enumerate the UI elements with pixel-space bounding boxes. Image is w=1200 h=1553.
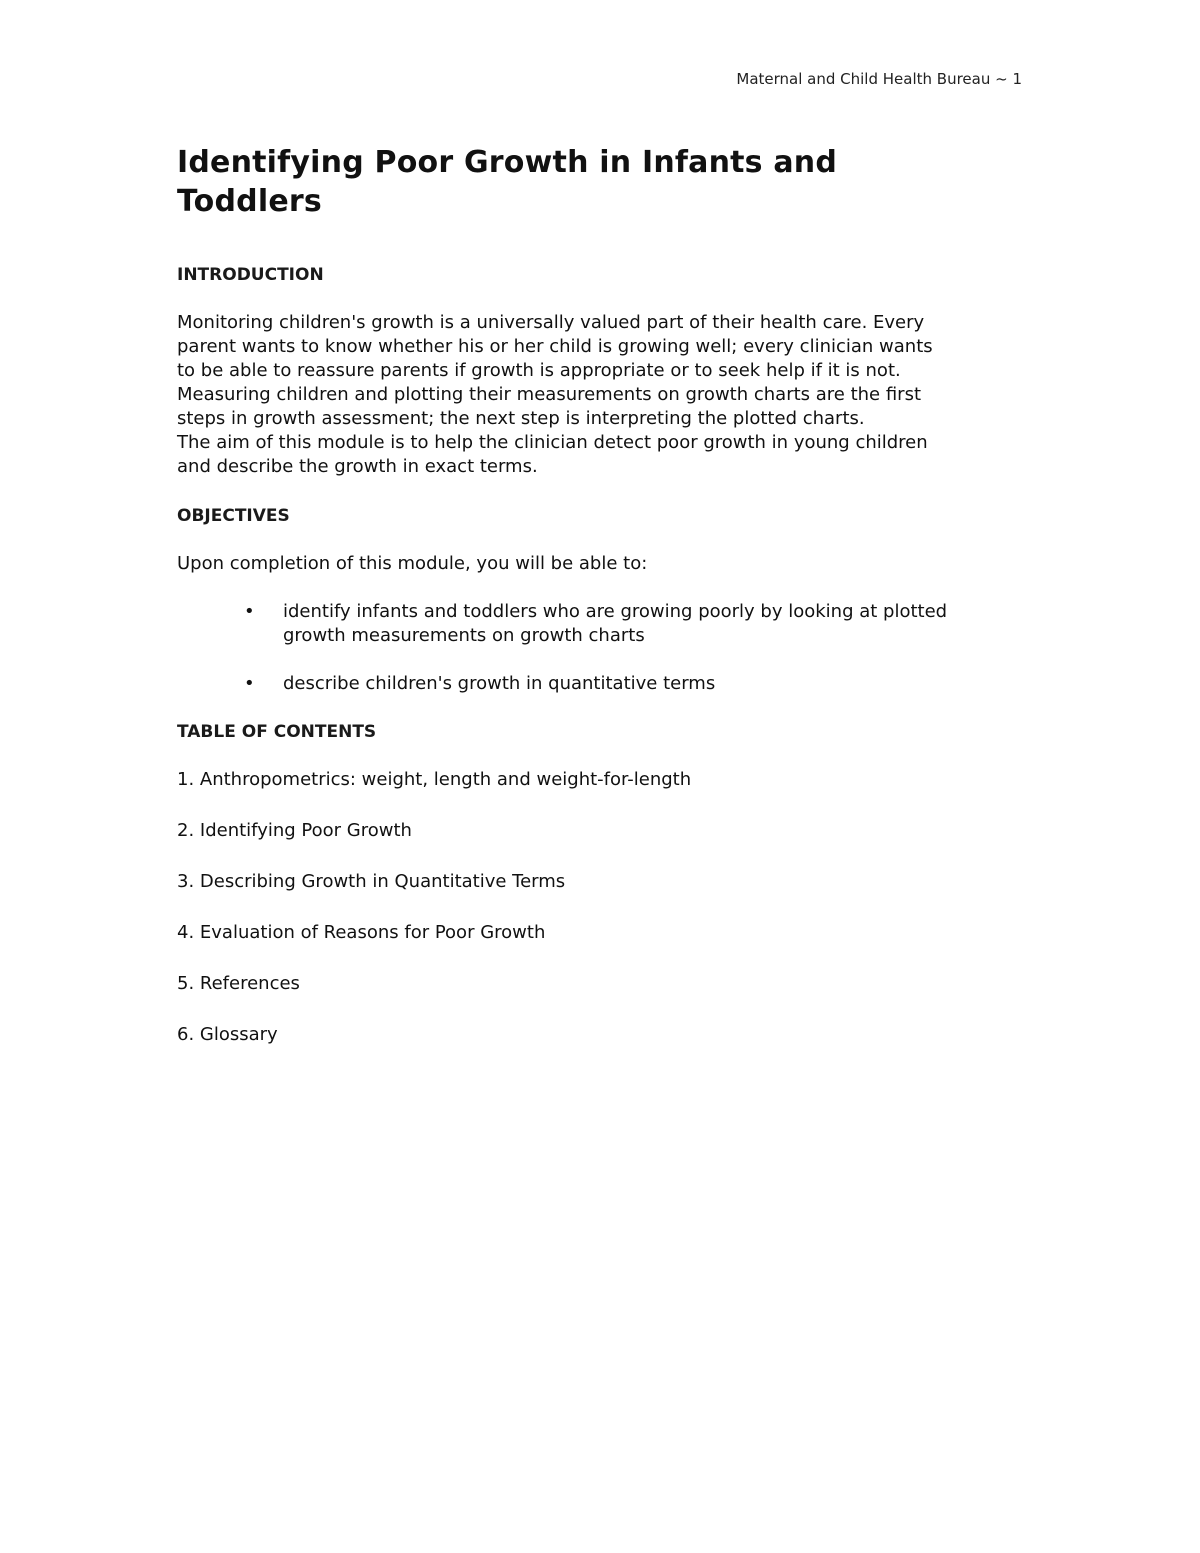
toc-item: 3. Describing Growth in Quantitative Terms xyxy=(177,871,566,892)
objectives-list xyxy=(177,600,1017,696)
toc-item: 6. Glossary xyxy=(177,1024,278,1045)
introduction-heading: INTRODUCTION xyxy=(177,265,324,285)
objective-item xyxy=(177,672,1017,696)
document-title-line-1: Identifying Poor Growth in Infants and xyxy=(177,145,838,180)
running-header: Maternal and Child Health Bureau ~ 1 xyxy=(736,70,1022,88)
objective-line: growth measurements on growth charts xyxy=(283,625,645,646)
objectives-heading: OBJECTIVES xyxy=(177,506,290,526)
objective-item xyxy=(177,600,1017,648)
document-title-line-2: Toddlers xyxy=(177,184,322,219)
objective-line: identify infants and toddlers who are growing poorly by looking at plotted xyxy=(283,601,948,622)
bullet-icon: • xyxy=(244,673,255,694)
introduction-line: Monitoring children's growth is a universally valued part of their health care. Every xyxy=(177,312,925,333)
toc-item: 5. References xyxy=(177,973,300,994)
introduction-line: steps in growth assessment; the next step is interpreting the plotted charts. xyxy=(177,408,865,429)
table-of-contents xyxy=(177,768,1017,1047)
objectives-lead: Upon completion of this module, you will be able to: xyxy=(177,553,648,574)
document-body xyxy=(177,143,1017,1074)
introduction-line: The aim of this module is to help the clinician detect poor growth in young children xyxy=(177,432,928,453)
toc-item: 2. Identifying Poor Growth xyxy=(177,820,412,841)
toc-heading: TABLE OF CONTENTS xyxy=(177,722,377,742)
introduction-line: parent wants to know whether his or her child is growing well; every clinician wants xyxy=(177,336,933,357)
toc-item: 4. Evaluation of Reasons for Poor Growth xyxy=(177,922,546,943)
introduction-paragraph xyxy=(177,311,1017,479)
objective-line: describe children's growth in quantitative terms xyxy=(283,673,716,694)
introduction-line: to be able to reassure parents if growth is appropriate or to seek help if it is not. xyxy=(177,360,901,381)
toc-item: 1. Anthropometrics: weight, length and weight-for-length xyxy=(177,769,692,790)
introduction-line: and describe the growth in exact terms. xyxy=(177,456,538,477)
introduction-line: Measuring children and plotting their measurements on growth charts are the first xyxy=(177,384,922,405)
bullet-icon: • xyxy=(244,601,255,622)
document-title xyxy=(177,143,1017,221)
